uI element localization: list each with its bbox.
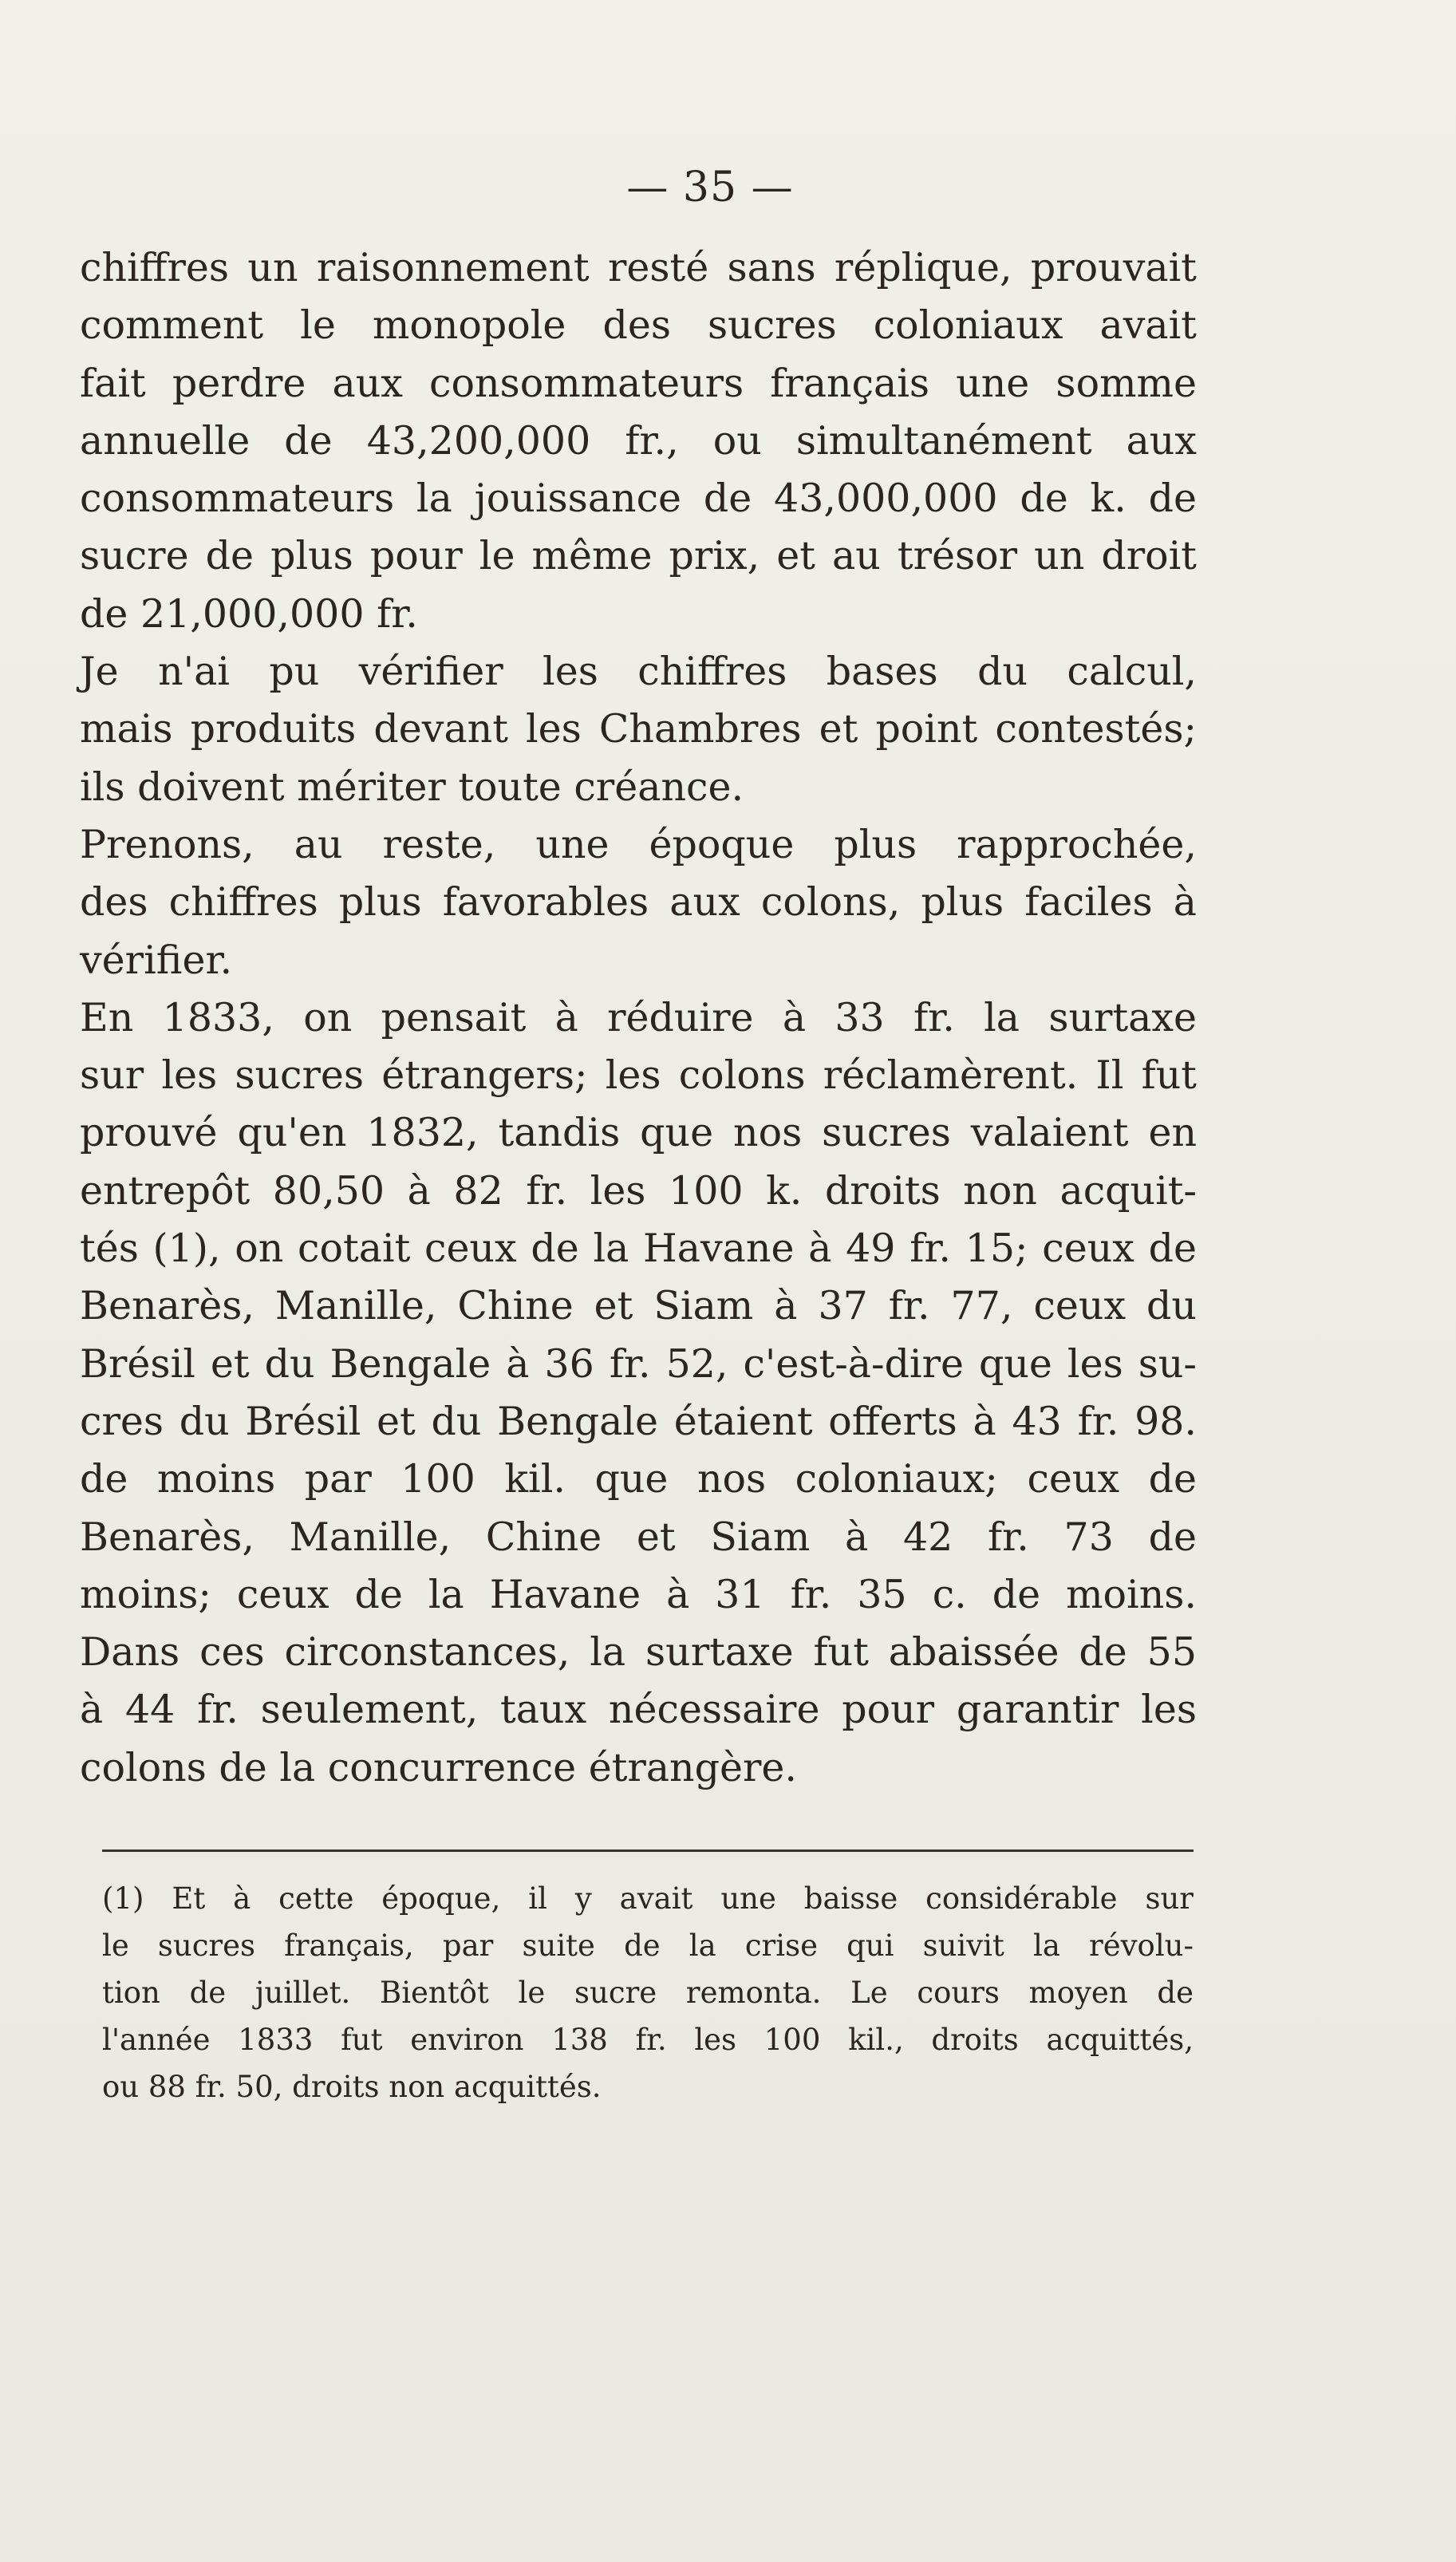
text-line: Dans ces circonstances, la surtaxe fut abaissée de 55 — [80, 1629, 1197, 1676]
footnote — [102, 1875, 1194, 2110]
text-line: Prenons, au reste, une époque plus rapprochée, — [80, 821, 1197, 867]
footnote-line: le sucres français, par suite de la crise qui suivit la révolu- — [102, 1928, 1194, 1963]
footnote-line: tion de juillet. Bientôt le sucre remonta. Le cours moyen de — [102, 1976, 1194, 2010]
text-line: comment le monopole des sucres coloniaux avait — [80, 302, 1197, 349]
text-line: Benarès, Manille, Chine et Siam à 42 fr. 73 de — [80, 1514, 1197, 1560]
text-line: à 44 fr. seulement, taux nécessaire pour garantir les — [80, 1687, 1197, 1733]
text-line: En 1833, on pensait à réduire à 33 fr. la surtaxe — [80, 994, 1197, 1040]
text-line: sucre de plus pour le même prix, et au trésor un droit — [80, 533, 1197, 579]
text-line: de moins par 100 kil. que nos coloniaux; ceux de — [80, 1456, 1197, 1502]
text-line: entrepôt 80,50 à 82 fr. les 100 k. droits non acquit- — [80, 1167, 1197, 1214]
text-line: ils doivent mériter toute créance. — [80, 764, 744, 810]
text-line: Brésil et du Bengale à 36 fr. 52, c'est-à-dire que les su- — [80, 1340, 1197, 1387]
text-line: moins; ceux de la Havane à 31 fr. 35 c. de moins. — [80, 1571, 1197, 1617]
footnote-line: l'année 1833 fut environ 138 fr. les 100 kil., droits acquittés, — [102, 2023, 1194, 2057]
text-line: annuelle de 43,200,000 fr., ou simultanément aux — [80, 417, 1197, 464]
text-line: de 21,000,000 fr. — [80, 590, 418, 637]
text-line: mais produits devant les Chambres et point contestés; — [80, 706, 1197, 752]
text-line: Benarès, Manille, Chine et Siam à 37 fr. 77, ceux du — [80, 1283, 1197, 1329]
text-line: consommateurs la jouissance de 43,000,000 de k. de — [80, 476, 1197, 522]
text-line: Je n'ai pu vérifier les chiffres bases du calcul, — [80, 649, 1197, 695]
text-line: tés (1), on cotait ceux de la Havane à 49 fr. 15; ceux de — [80, 1226, 1197, 1272]
text-line: fait perdre aux consommateurs français une somme — [80, 360, 1197, 406]
text-line: vérifier. — [80, 937, 233, 983]
footnote-line: ou 88 fr. 50, droits non acquittés. — [102, 2070, 602, 2104]
text-line: chiffres un raisonnement resté sans réplique, prouvait — [80, 245, 1197, 290]
text-line: colons de la concurrence étrangère. — [80, 1744, 797, 1790]
text-line: des chiffres plus favorables aux colons, plus faciles à — [80, 879, 1197, 926]
page-number: — 35 — — [626, 164, 794, 211]
text-line: cres du Brésil et du Bengale étaient offerts à 43 fr. 98. — [80, 1398, 1197, 1444]
main-text — [80, 239, 1197, 1797]
footnote-separator — [102, 1849, 1194, 1852]
text-line: sur les sucres étrangers; les colons réclamèrent. Il fut — [80, 1052, 1197, 1099]
text-line: prouvé qu'en 1832, tandis que nos sucres valaient en — [80, 1110, 1197, 1156]
footnote-line: (1) Et à cette époque, il y avait une baisse considérable sur — [102, 1881, 1194, 1916]
